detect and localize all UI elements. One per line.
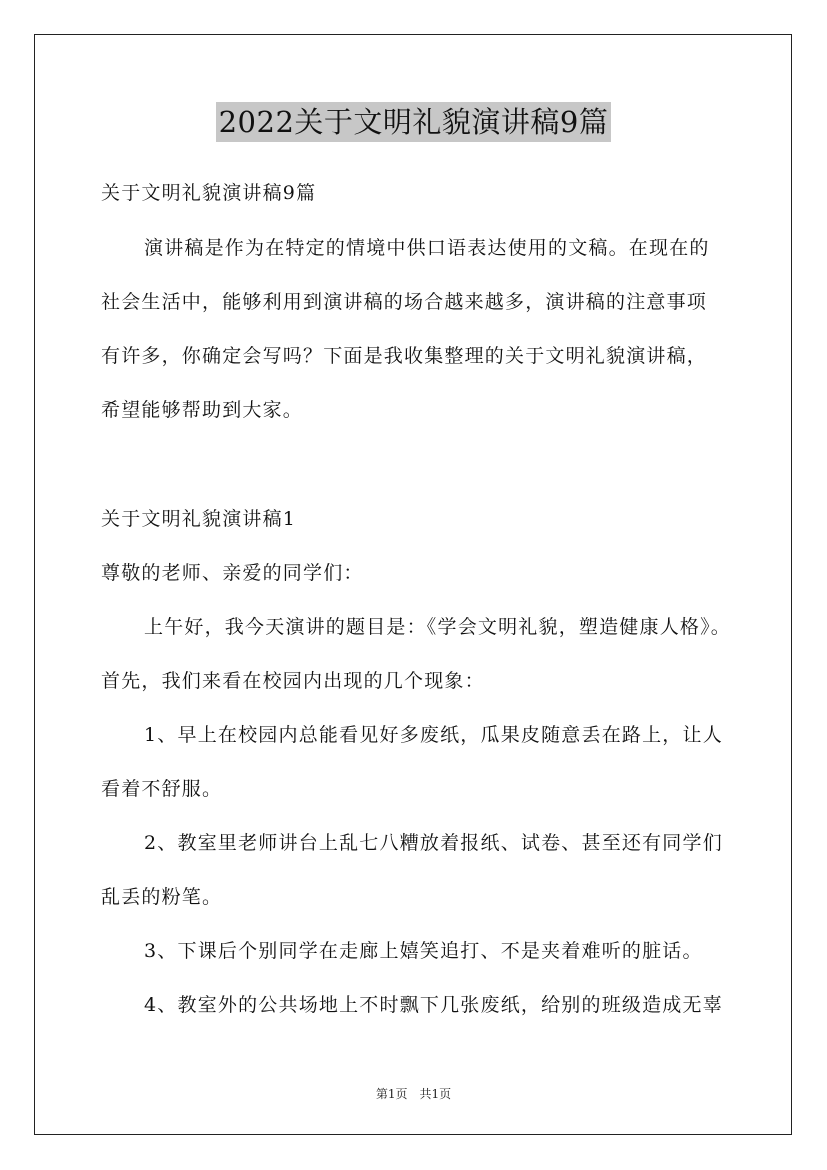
- intro-line-1: 演讲稿是作为在特定的情境中供口语表达使用的文稿。在现在的: [144, 237, 710, 259]
- body-line-2: 首先，我们来看在校园内出现的几个现象：: [101, 670, 485, 692]
- body-line-5: 2、教室里老师讲台上乱七八糟放着报纸、试卷、甚至还有同学们: [144, 832, 723, 854]
- body-line-6: 乱丢的粉笔。: [101, 886, 223, 908]
- intro-line-4: 希望能够帮助到大家。: [101, 399, 304, 421]
- greeting: 尊敬的老师、亲爱的同学们：: [101, 562, 364, 584]
- title-container: [0, 102, 827, 142]
- body-line-8: 4、教室外的公共场地上不时飘下几张废纸，给别的班级造成无辜: [144, 994, 723, 1016]
- page-footer: 第1页 共1页: [375, 1087, 452, 1101]
- document-subtitle: 关于文明礼貌演讲稿9篇: [101, 182, 317, 204]
- intro-line-3: 有许多，你确定会写吗？下面是我收集整理的关于文明礼貌演讲稿，: [101, 345, 708, 367]
- intro-line-2: 社会生活中，能够利用到演讲稿的场合越来越多，演讲稿的注意事项: [101, 291, 708, 313]
- body-line-1: 上午好，我今天演讲的题目是：《学会文明礼貌，塑造健康人格》。: [144, 616, 732, 638]
- body-line-4: 看着不舒服。: [101, 778, 223, 800]
- section-heading: 关于文明礼貌演讲稿1: [101, 508, 297, 530]
- body-line-3: 1、早上在校园内总能看见好多废纸，瓜果皮随意丢在路上，让人: [144, 724, 723, 746]
- body-line-7: 3、下课后个别同学在走廊上嬉笑追打、不是夹着难听的脏话。: [144, 940, 703, 962]
- document-title: 2022关于文明礼貌演讲稿9篇: [216, 102, 612, 142]
